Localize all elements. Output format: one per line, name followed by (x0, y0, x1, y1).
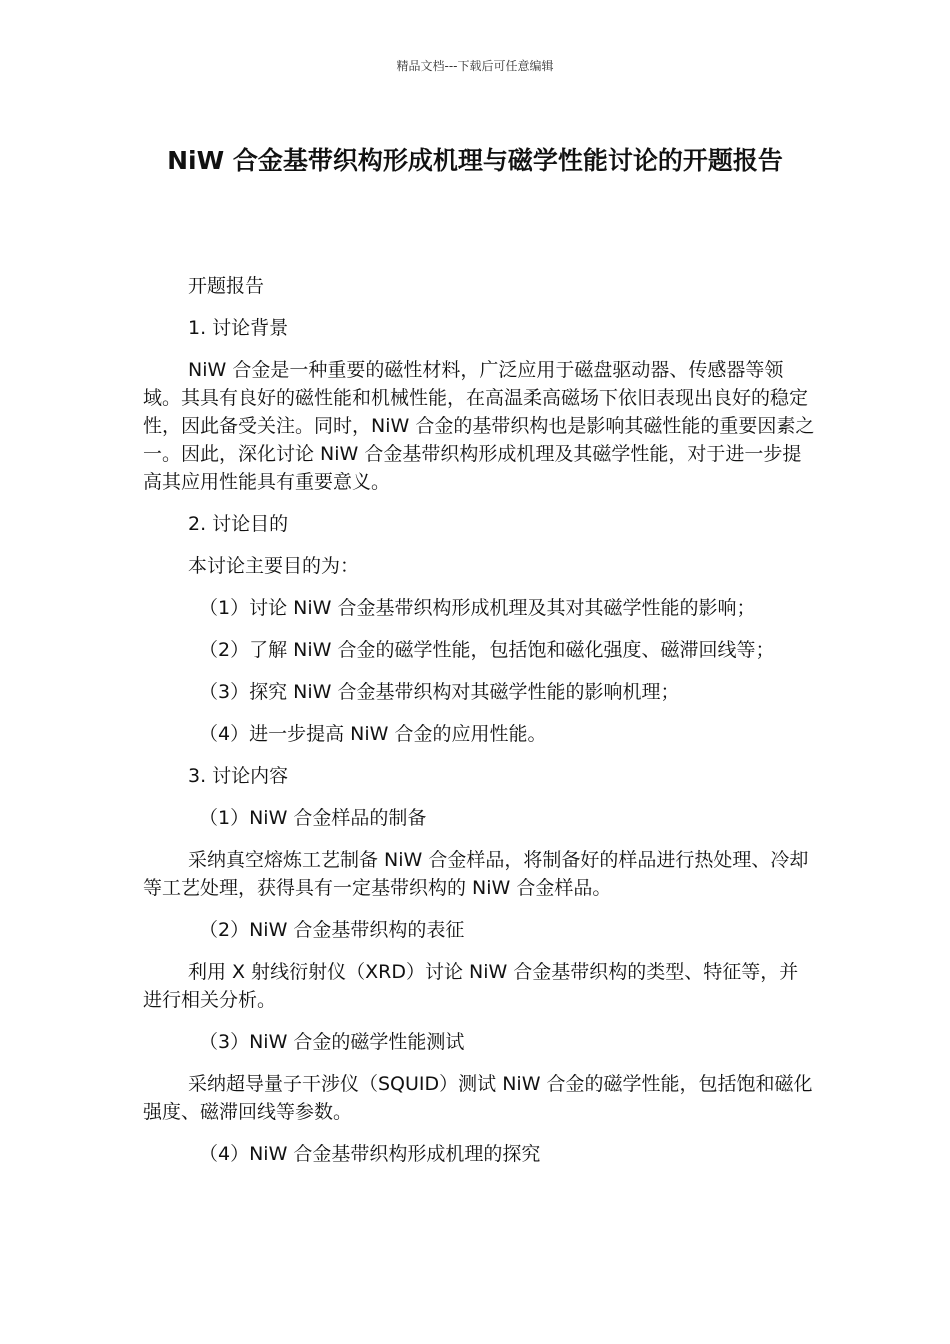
content-paragraph: 采纳超导量子干涉仪（SQUID）测试 NiW 合金的磁学性能，包括饱和磁化强度、磁滞回线等参数。 (143, 1073, 813, 1123)
content-subheading: （4）NiW 合金基带织构形成机理的探究 (199, 1143, 541, 1165)
section-label: 开题报告 (188, 275, 265, 297)
content-subheading: （1）NiW 合金样品的制备 (199, 807, 427, 829)
content-paragraph: 采纳真空熔炼工艺制备 NiW 合金样品，将制备好的样品进行热处理、冷却等工艺处理，获得具有一定基带织构的 NiW 合金样品。 (143, 849, 809, 899)
content-subheading: （3）NiW 合金的磁学性能测试 (199, 1031, 465, 1053)
section-heading-background: 1. 讨论背景 (188, 317, 289, 339)
document-body (143, 272, 815, 1182)
purpose-intro: 本讨论主要目的为： (188, 555, 360, 577)
section-heading-content: 3. 讨论内容 (188, 765, 289, 787)
purpose-item: （4）进一步提高 NiW 合金的应用性能。 (199, 723, 547, 745)
background-paragraph: NiW 合金是一种重要的磁性材料，广泛应用于磁盘驱动器、传感器等领域。其具有良好的磁性能和机械性能，在高温柔高磁场下依旧表现出良好的稳定性，因此备受关注。同时，NiW 合金的基带织构也是影响其磁性能的重要因素之一。因此，深化讨论 NiW 合金基带织构形成机理及其磁学性能，对于进一步提高其应用性能具有重要意义。 (143, 359, 815, 493)
purpose-item: （2）了解 NiW 合金的磁学性能，包括饱和磁化强度、磁滞回线等； (199, 639, 775, 661)
purpose-item: （3）探究 NiW 合金基带织构对其磁学性能的影响机理； (199, 681, 680, 703)
document-title: NiW 合金基带织构形成机理与磁学性能讨论的开题报告 (167, 146, 783, 175)
section-heading-purpose: 2. 讨论目的 (188, 513, 289, 535)
page-header: 精品文档---下载后可任意编辑 (396, 59, 554, 73)
purpose-item: （1）讨论 NiW 合金基带织构形成机理及其对其磁学性能的影响； (199, 597, 756, 619)
content-paragraph: 利用 X 射线衍射仪（XRD）讨论 NiW 合金基带织构的类型、特征等，并进行相关分析。 (143, 961, 799, 1011)
content-subheading: （2）NiW 合金基带织构的表征 (199, 919, 465, 941)
